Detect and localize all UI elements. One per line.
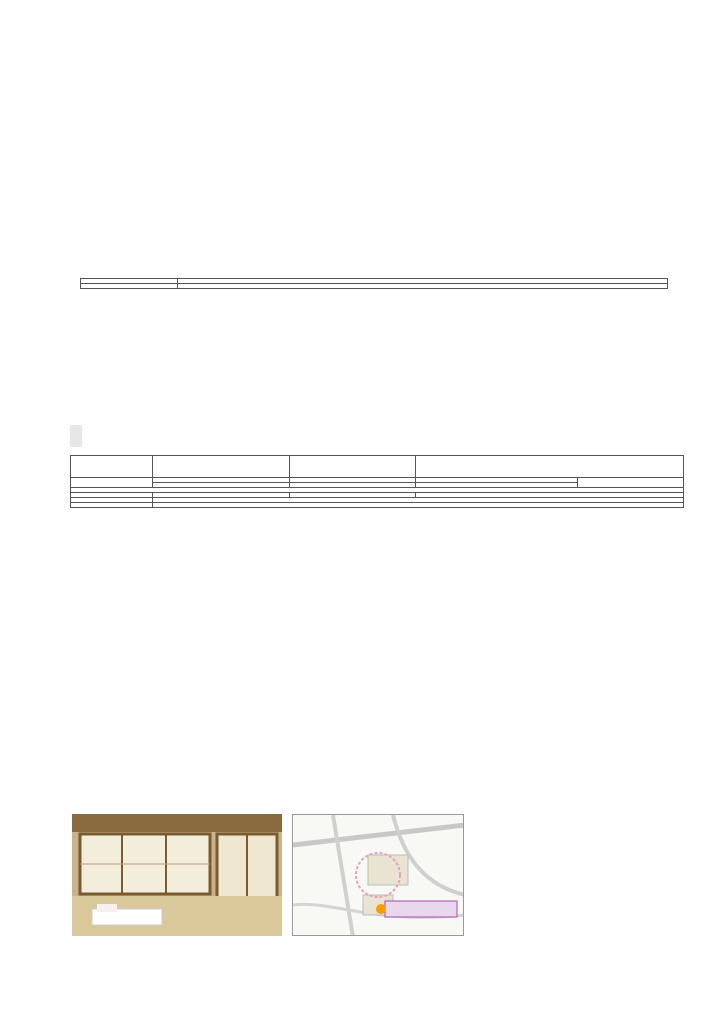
fee-table [70,455,684,508]
apply-text [178,284,668,289]
day-label [71,478,153,488]
items-list [152,503,683,508]
fee-header-meal [289,456,416,478]
fee-header-time [152,456,289,478]
room-photo [72,814,282,936]
usage-table [80,278,668,289]
apply-label [81,284,178,289]
fee-header-price [416,456,684,478]
location-map [292,814,464,936]
day-note [578,478,684,488]
contact-block [528,822,546,826]
fee-heading [70,425,82,447]
items-label [71,503,153,508]
qr-code[interactable] [476,815,528,867]
fee-header-method [71,456,153,478]
